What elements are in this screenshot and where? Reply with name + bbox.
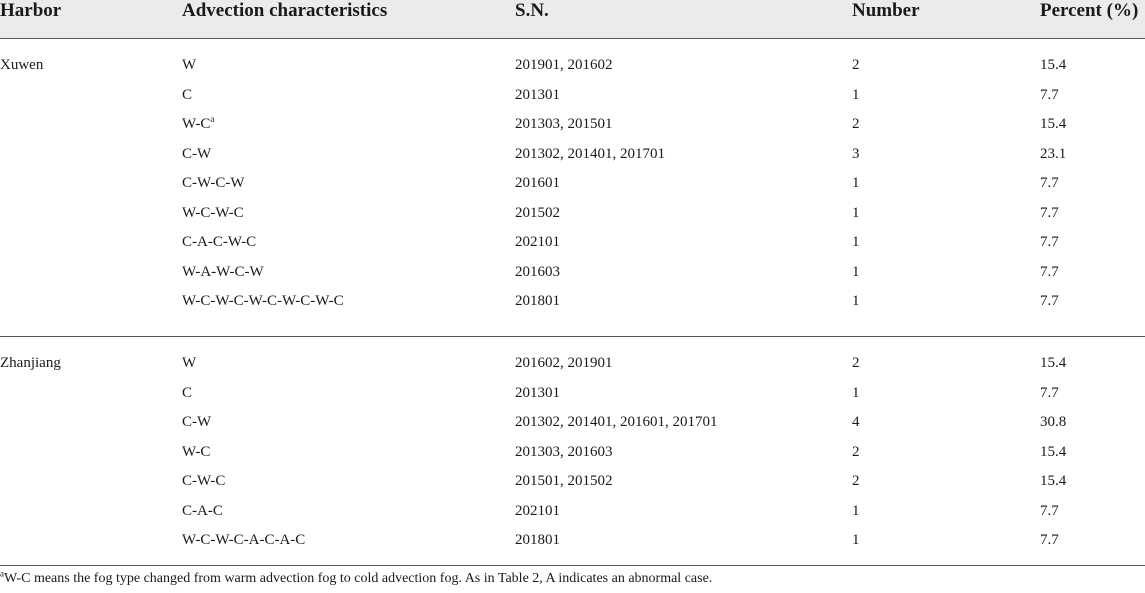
percent-cell: 15.4 <box>1040 473 1067 489</box>
group-separator-rule <box>0 336 1145 337</box>
advection-text: W-C <box>182 116 211 132</box>
advection-cell <box>182 413 211 431</box>
sn-cell: 201302, 201401, 201601, 201701 <box>515 414 718 430</box>
sn-cell: 201301 <box>515 87 560 103</box>
header-advection-characteristics: Advection characteristics <box>182 0 388 21</box>
advection-cell <box>182 145 211 163</box>
header-rule <box>0 38 1145 39</box>
sn-cell: 201302, 201401, 201701 <box>515 146 665 162</box>
sn-cell: 201501, 201502 <box>515 473 613 489</box>
sn-cell: 202101 <box>515 503 560 519</box>
advection-text: C-W-C-W <box>182 175 245 191</box>
advection-text: W <box>182 355 197 371</box>
advection-cell <box>182 292 344 310</box>
percent-cell: 15.4 <box>1040 116 1067 132</box>
advection-text: W-C-W-C <box>182 205 244 221</box>
advection-cell <box>182 443 210 461</box>
advection-text: W <box>182 57 197 73</box>
advection-text: W-C <box>182 444 211 460</box>
number-cell: 1 <box>852 205 860 221</box>
number-cell: 1 <box>852 87 860 103</box>
sn-cell: 201801 <box>515 532 560 548</box>
advection-text: C-A-C <box>182 503 223 519</box>
number-cell: 1 <box>852 175 860 191</box>
advection-cell <box>182 384 192 402</box>
percent-cell: 7.7 <box>1040 175 1059 191</box>
number-cell: 2 <box>852 57 860 73</box>
percent-cell: 7.7 <box>1040 532 1059 548</box>
advection-cell <box>182 472 225 490</box>
footnote-marker: a <box>0 568 4 579</box>
header-percent: Percent (%) <box>1040 0 1139 21</box>
advection-cell <box>182 531 305 549</box>
advection-cell <box>182 502 223 520</box>
advection-text: W-C-W-C-A-C-A-C <box>182 532 306 548</box>
percent-cell: 30.8 <box>1040 414 1067 430</box>
number-cell: 1 <box>852 385 860 401</box>
number-cell: 2 <box>852 116 860 132</box>
sn-cell: 201502 <box>515 205 560 221</box>
sn-cell: 201303, 201603 <box>515 444 613 460</box>
header-number: Number <box>852 0 920 21</box>
number-cell: 1 <box>852 293 860 309</box>
number-cell: 3 <box>852 146 860 162</box>
percent-cell: 7.7 <box>1040 385 1059 401</box>
percent-cell: 15.4 <box>1040 57 1067 73</box>
number-cell: 1 <box>852 234 860 250</box>
percent-cell: 15.4 <box>1040 355 1067 371</box>
percent-cell: 7.7 <box>1040 503 1059 519</box>
number-cell: 4 <box>852 414 860 430</box>
advection-cell <box>182 233 256 251</box>
advection-cell <box>182 204 244 222</box>
percent-cell: 15.4 <box>1040 444 1067 460</box>
advection-cell <box>182 115 214 133</box>
table-header-row <box>0 0 1145 38</box>
sn-cell: 201601 <box>515 175 560 191</box>
table-footnote <box>0 570 712 588</box>
footnote-text: W-C means the fog type changed from warm advection fog to cold advection fog. As in Table 2, A indicates an abnormal case. <box>4 571 713 586</box>
percent-cell: 7.7 <box>1040 293 1059 309</box>
advection-text: C-W-C <box>182 473 226 489</box>
number-cell: 1 <box>852 532 860 548</box>
number-cell: 2 <box>852 473 860 489</box>
sn-cell: 201901, 201602 <box>515 57 613 73</box>
sn-cell: 202101 <box>515 234 560 250</box>
advection-text: C-W <box>182 414 212 430</box>
advection-text: C <box>182 385 193 401</box>
number-cell: 1 <box>852 503 860 519</box>
percent-cell: 7.7 <box>1040 234 1059 250</box>
advection-cell <box>182 86 192 104</box>
number-cell: 2 <box>852 444 860 460</box>
percent-cell: 7.7 <box>1040 264 1059 280</box>
advection-text: W-A-W-C-W <box>182 264 264 280</box>
header-harbor: Harbor <box>0 0 62 21</box>
advection-text: C-W <box>182 146 212 162</box>
footnote-marker: a <box>210 114 215 124</box>
advection-text: C-A-C-W-C <box>182 234 257 250</box>
sn-cell: 201602, 201901 <box>515 355 613 371</box>
number-cell: 1 <box>852 264 860 280</box>
table-bottom-rule <box>0 565 1145 566</box>
percent-cell: 23.1 <box>1040 146 1067 162</box>
sn-cell: 201603 <box>515 264 560 280</box>
number-cell: 2 <box>852 355 860 371</box>
advection-text: C <box>182 87 193 103</box>
sn-cell: 201303, 201501 <box>515 116 613 132</box>
sn-cell: 201301 <box>515 385 560 401</box>
sn-cell: 201801 <box>515 293 560 309</box>
percent-cell: 7.7 <box>1040 205 1059 221</box>
advection-cell <box>182 56 196 74</box>
advection-cell <box>182 174 244 192</box>
harbor-cell: Zhanjiang <box>0 355 61 371</box>
header-sn: S.N. <box>515 0 549 21</box>
advection-text: W-C-W-C-W-C-W-C-W-C <box>182 293 344 309</box>
advection-cell <box>182 263 264 281</box>
advection-cell <box>182 354 196 372</box>
harbor-cell: Xuwen <box>0 57 44 73</box>
percent-cell: 7.7 <box>1040 87 1059 103</box>
